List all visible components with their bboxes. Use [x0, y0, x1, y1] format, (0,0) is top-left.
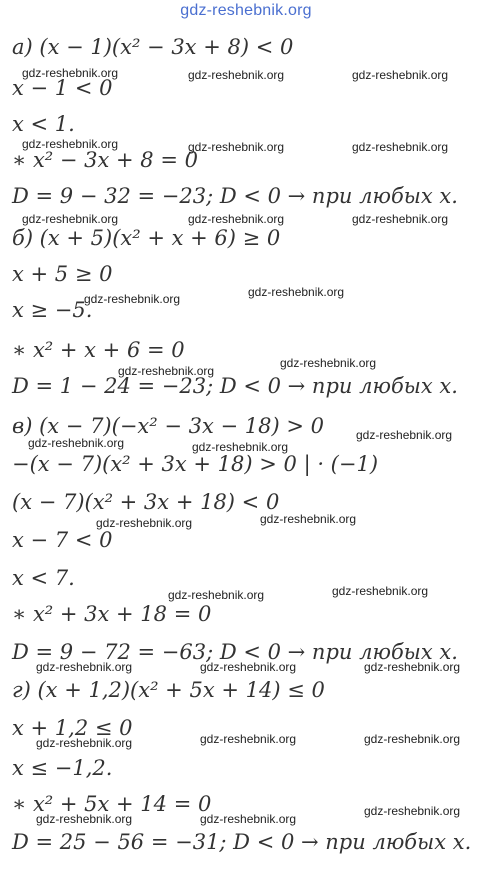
part-a-quadratic: ∗ x² − 3x + 8 = 0 [12, 148, 198, 172]
watermark: gdz-reshebnik.org [36, 736, 133, 750]
watermark: gdz-reshebnik.org [118, 364, 215, 378]
part-g-inequality: г) (x + 1,2)(x² + 5x + 14) ≤ 0 [12, 678, 325, 702]
part-v-step0: −(x − 7)(x² + 3x + 18) > 0 | · (−1) [12, 452, 379, 476]
watermark: gdz-reshebnik.org [332, 584, 429, 598]
part-b-quadratic: ∗ x² + x + 6 = 0 [12, 338, 185, 362]
watermark: gdz-reshebnik.org [260, 512, 357, 526]
watermark: gdz-reshebnik.org [188, 68, 285, 82]
watermark: gdz-reshebnik.org [356, 428, 453, 442]
part-g-step2: x ≤ −1,2. [12, 756, 113, 780]
watermark: gdz-reshebnik.org [352, 212, 449, 226]
watermark: gdz-reshebnik.org [28, 436, 125, 450]
part-a-inequality: а) (x − 1)(x² − 3x + 8) < 0 [12, 35, 294, 59]
part-v-step2: x < 7. [12, 566, 75, 590]
watermark: gdz-reshebnik.org [22, 66, 119, 80]
watermark: gdz-reshebnik.org [364, 660, 461, 674]
part-v-step1: x − 7 < 0 [12, 528, 113, 552]
watermark: gdz-reshebnik.org [200, 732, 297, 746]
part-v-inequality: в) (x − 7)(−x² − 3x − 18) > 0 [12, 414, 324, 438]
watermark: gdz-reshebnik.org [352, 140, 449, 154]
part-a-discriminant: D = 9 − 32 = −23; D < 0 → при любых x. [12, 184, 458, 208]
watermark: gdz-reshebnik.org [168, 588, 265, 602]
watermark: gdz-reshebnik.org [192, 440, 289, 454]
watermark: gdz-reshebnik.org [84, 292, 181, 306]
part-v-discriminant: D = 9 − 72 = −63; D < 0 → при любых x. [12, 640, 458, 664]
part-b-step1: x + 5 ≥ 0 [12, 262, 113, 286]
part-g-step1: x + 1,2 ≤ 0 [12, 716, 133, 740]
part-a-step2: x < 1. [12, 112, 75, 136]
watermark: gdz-reshebnik.org [200, 660, 297, 674]
part-v-quadratic: ∗ x² + 3x + 18 = 0 [12, 602, 212, 626]
watermark: gdz-reshebnik.org [364, 804, 461, 818]
watermark: gdz-reshebnik.org [188, 140, 285, 154]
part-g-discriminant: D = 25 − 56 = −31; D < 0 → при любых x. [12, 830, 472, 854]
watermark: gdz-reshebnik.org [200, 812, 297, 826]
part-g-quadratic: ∗ x² + 5x + 14 = 0 [12, 792, 212, 816]
part-b-inequality: б) (x + 5)(x² + x + 6) ≥ 0 [12, 226, 281, 250]
watermark: gdz-reshebnik.org [364, 732, 461, 746]
header-watermark: gdz-reshebnik.org [180, 2, 312, 19]
part-b-discriminant: D = 1 − 24 = −23; D < 0 → при любых x. [12, 374, 458, 398]
watermark: gdz-reshebnik.org [188, 212, 285, 226]
watermark: gdz-reshebnik.org [22, 212, 119, 226]
part-v-step1a: (x − 7)(x² + 3x + 18) < 0 [12, 490, 280, 514]
watermark: gdz-reshebnik.org [36, 660, 133, 674]
watermark: gdz-reshebnik.org [248, 285, 345, 299]
part-a-step1: x − 1 < 0 [12, 76, 113, 100]
watermark: gdz-reshebnik.org [22, 137, 119, 151]
part-b-step2: x ≥ −5. [12, 298, 93, 322]
watermark: gdz-reshebnik.org [280, 356, 377, 370]
watermark: gdz-reshebnik.org [36, 812, 133, 826]
watermark: gdz-reshebnik.org [352, 68, 449, 82]
watermark: gdz-reshebnik.org [96, 516, 193, 530]
